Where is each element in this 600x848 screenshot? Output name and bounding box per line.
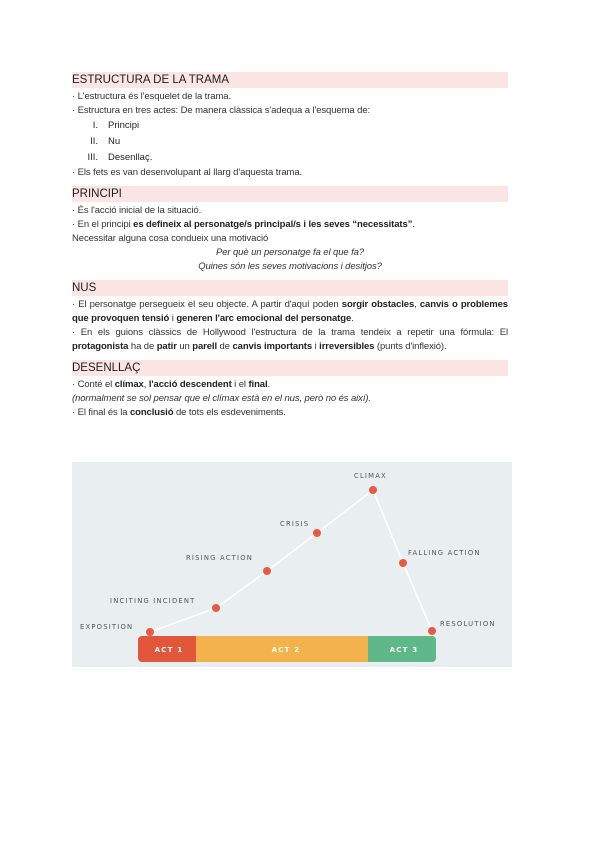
- text-span: (punts d'inflexió).: [374, 341, 447, 352]
- point-rising-action: [263, 567, 271, 575]
- question-line: Quines són les seves motivacions i desitjos?: [198, 261, 382, 272]
- text-span: ,: [414, 299, 420, 310]
- bold-span: parell: [192, 341, 217, 352]
- text-line: [72, 218, 508, 232]
- bold-span: patir: [156, 341, 177, 352]
- text-span: .: [412, 219, 415, 230]
- label-resolution: RESOLUTION: [440, 620, 496, 628]
- label-climax: CLIMAX: [354, 472, 387, 480]
- acts-list: [72, 118, 508, 166]
- bold-span: sorgir obstacles: [341, 299, 415, 310]
- section-title-estructura: ESTRUCTURA DE LA TRAMA: [72, 72, 508, 88]
- act3-label: ACT 3: [389, 646, 419, 654]
- label-rising-action: RISING ACTION: [186, 554, 254, 562]
- text-span: · En els guions clàssics de Hollywood l'estructura de la trama tendeix a repetir una fórmula: El: [72, 327, 508, 338]
- text-line: (normalment se sol pensar que el clímax està en el nus, però no és així).: [72, 393, 371, 404]
- question-line: Per què un personatge fa el que fa?: [215, 247, 365, 258]
- point-inciting-incident: [212, 604, 220, 612]
- list-number: II.: [90, 136, 98, 147]
- bold-span: es defineix al personatge/s principal/s i les seves “necessitats”: [133, 219, 413, 230]
- diagram-svg: [72, 462, 512, 667]
- act2-label: ACT 2: [271, 646, 301, 654]
- text-span: de: [217, 341, 233, 352]
- act3-bar-edge: [368, 636, 376, 662]
- list-text: Desenllaç.: [108, 152, 153, 163]
- label-exposition: EXPOSITION: [80, 623, 134, 631]
- text-line: · És l'acció inicial de la situació.: [72, 205, 202, 216]
- section-title-nus: NUS: [72, 280, 508, 296]
- plot-structure-diagram: [72, 462, 512, 667]
- bold-span: conclusió: [129, 407, 174, 418]
- list-text: Principi: [108, 120, 140, 131]
- text-line: Necessitar alguna cosa condueix una motivació: [72, 233, 269, 244]
- text-span: ,: [143, 379, 149, 390]
- text-line: [72, 378, 508, 392]
- text-span: · Conté el: [72, 379, 115, 390]
- bold-span: clímax: [114, 379, 144, 390]
- list-text: Nu: [108, 136, 121, 147]
- text-span: .: [267, 379, 271, 390]
- label-crisis: CRISIS: [280, 520, 310, 528]
- list-number: I.: [92, 120, 98, 131]
- point-exposition: [146, 628, 154, 636]
- paragraph: [72, 326, 508, 354]
- text-span: · El personatge persegueix el seu objecte. A partir d'aquí poden: [72, 299, 342, 310]
- bold-span: canvis importants: [232, 341, 313, 352]
- text-span: · El final és la: [72, 407, 130, 418]
- bold-span: irreversibles: [319, 341, 375, 352]
- list-number: III.: [87, 152, 98, 163]
- bold-span: generen l'arc emocional del personatge: [176, 313, 352, 324]
- bold-span: protagonista: [72, 341, 129, 352]
- point-resolution: [428, 627, 436, 635]
- bold-span: final: [248, 379, 268, 390]
- list-item: [72, 134, 508, 150]
- text-span: ha de: [128, 341, 157, 352]
- bold-span: canvis o problemes que provoquen tensió: [72, 299, 508, 324]
- act1-label: ACT 1: [154, 646, 184, 654]
- text-span: i el: [231, 379, 249, 390]
- text-span: un: [176, 341, 193, 352]
- point-crisis: [313, 529, 321, 537]
- document-page: [72, 72, 508, 420]
- section-title-desenllac: DESENLLAÇ: [72, 360, 508, 376]
- text-span: i: [169, 313, 177, 324]
- bold-span: l'acció descendent: [148, 379, 232, 390]
- label-falling-action: FALLING ACTION: [408, 549, 481, 557]
- section-title-principi: PRINCIPI: [72, 186, 508, 202]
- list-item: [72, 118, 508, 134]
- text-span: i: [312, 341, 320, 352]
- text-span: de tots els esdeveniments.: [173, 407, 286, 418]
- text-line: · Els fets es van desenvolupant al llarg d'aquesta trama.: [72, 167, 303, 178]
- text-line: · Estructura en tres actes: De manera clàssica s'adequa a l'esquema de:: [72, 105, 371, 116]
- text-line: · L'estructura és l'esquelet de la trama.: [72, 91, 231, 102]
- text-span: .: [351, 313, 354, 324]
- point-falling-action: [399, 559, 407, 567]
- label-inciting-incident: INCITING INCIDENT: [110, 597, 196, 605]
- list-item: [72, 150, 508, 166]
- point-climax: [369, 486, 377, 494]
- text-span: · En el principi: [72, 219, 134, 230]
- text-line: [72, 406, 508, 420]
- paragraph: [72, 298, 508, 326]
